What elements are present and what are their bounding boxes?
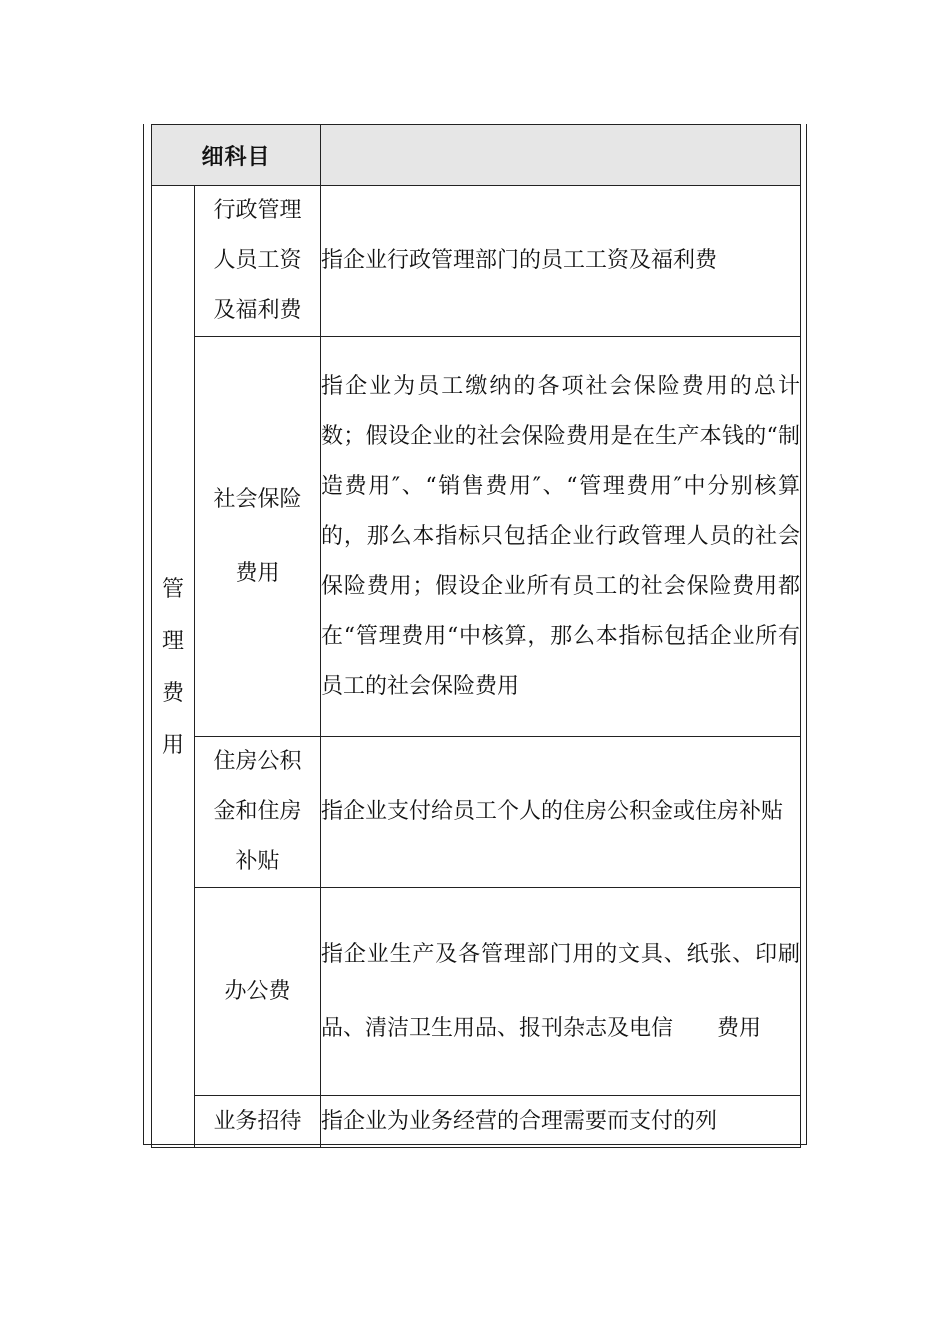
category-char: 管: [161, 576, 184, 602]
item-cell: 办公费: [195, 888, 321, 1096]
fee-table: [151, 124, 801, 1148]
table-row: [152, 186, 801, 337]
description-cell: 指企业为员工缴纳的各项社会保险费用的总计数；假设企业的社会保险费用是在生产本钱的“制造费用″、“销售费用″、“管理费用″中分别核算的，那么本指标只包括企业行政管理人员的社会保险费用；假设企业所有员工的社会保险费用都在“管理费用“中核算，那么本指标包括企业所有员工的社会保险费用: [321, 337, 801, 737]
category-char: 用: [161, 732, 184, 758]
table-header-row: [152, 125, 801, 186]
category-char: 理: [161, 628, 184, 654]
item-cell: 业务招待: [195, 1096, 321, 1148]
item-cell: 社会保险 费用: [195, 337, 321, 737]
description-cell: 指企业行政管理部门的员工工资及福利费: [321, 186, 801, 337]
header-subject: 细科目: [152, 125, 321, 186]
category-cell: [152, 186, 195, 1148]
item-cell: 住房公积 金和住房 补贴: [195, 737, 321, 888]
table-row: [152, 1096, 801, 1148]
description-cell: 指企业为业务经营的合理需要而支付的列: [321, 1096, 801, 1148]
table-row: [152, 737, 801, 888]
header-description: [321, 125, 801, 186]
item-cell: 行政管理 人员工资 及福利费: [195, 186, 321, 337]
table-row: [152, 337, 801, 737]
description-cell: 指企业生产及各管理部门用的文具、纸张、印刷品、清洁卫生用品、报刊杂志及电信 费用: [321, 888, 801, 1096]
category-char: 费: [161, 680, 184, 706]
description-cell: 指企业支付给员工个人的住房公积金或住房补贴: [321, 737, 801, 888]
table-row: [152, 888, 801, 1096]
